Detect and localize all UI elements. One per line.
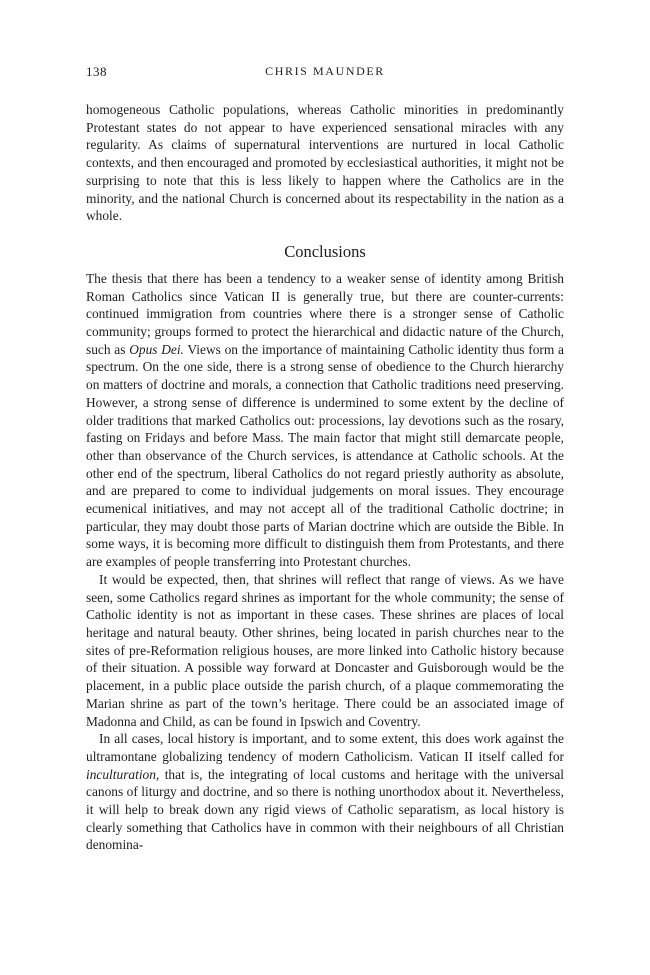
page-number: 138 bbox=[86, 64, 107, 79]
paragraph-4 bbox=[86, 730, 564, 854]
body-text bbox=[86, 101, 564, 854]
paragraph-3: It would be expected, then, that shrines will reflect that range of views. As we have seen, some Catholics regard shrines as important for the whole community; the sense of Catholic identity is not as important in these cases. These shrines are places of local heritage and natural beauty. Other shrines, being located in parish churches near to the sites of pre-Reformation religious houses, are more linked into Catholic history because of their situation. A possible way forward at Doncaster and Guisborough would be the placement, in a public place outside the parish church, of a plaque commemorating the Marian shrine as part of the town’s heritage. There could be an associated image of Madonna and Child, as can be found in Ipswich and Coventry. bbox=[86, 571, 564, 729]
paragraph-2 bbox=[86, 270, 564, 571]
paragraph-4-text-b: that is, the integrating of local customs and heritage with the universal canons of liturgy and doctrine, and so there is nothing unorthodox about it. Nevertheless, it will help to break down any rigid views of Catholic separatism, as local history is clearly something that Catholics have in common with their neighbours of all Christian denomina- bbox=[86, 766, 564, 853]
paragraph-2-italic: Opus Dei. bbox=[129, 341, 184, 357]
running-head: CHRIS MAUNDER bbox=[265, 64, 385, 78]
paragraph-2-text-a: The thesis that there has been a tendency to a weaker sense of identity among British Roman Catholics since Vatican II is generally true, but there are counter-currents: continued immigration from countries where there is a stronger sense of Catholic community; groups formed to protect the hierarchical and didactic nature of the Church, such as bbox=[86, 270, 564, 357]
paragraph-4-text-a: In all cases, local history is important, and to some extent, this does work against the ultramontane globalizing tendency of modern Catholicism. Vatican II itself called for bbox=[86, 731, 564, 764]
paragraph-2-text-b: Views on the importance of maintaining Catholic identity thus form a spectrum. On the one side, there is a strong sense of obedience to the Church hierarchy on matters of doctrine and morals, a connection that Catholic traditions need preserving. However, a strong sense of difference is undermined to some extent by the decline of older traditions that marked Catholics out: processions, lay devotions such as the rosary, fasting on Fridays and before Mass. The main factor that might still demarcate people, other than observance of the Church services, is attendance at Catholic schools. At the other end of the spectrum, liberal Catholics do not regard priestly authority as absolute, and are prepared to come to individual judgements on moral issues. They encourage ecumenical initiatives, and may not accept all of the traditional Catholic doctrine; in particular, they may doubt those parts of Marian doctrine which are outside the Bible. In some ways, it is becoming more difficult to distinguish them from Protestants, and there are examples of people transferring into Protestant churches. bbox=[86, 341, 564, 570]
paragraph-1: homogeneous Catholic populations, whereas Catholic minorities in predominantly Protestant states do not appear to have experienced sensational miracles with any regularity. As claims of supernatural interventions are nurtured in local Catholic contexts, and then encouraged and promoted by ecclesiastical authorities, it might not be surprising to note that this is less likely to happen where the Catholics are in the minority, and the national Church is concerned about its respectability in the nation as a whole. bbox=[86, 102, 564, 224]
paragraph-4-italic: inculturation, bbox=[86, 766, 160, 782]
section-heading: Conclusions bbox=[284, 241, 366, 261]
page-header bbox=[86, 64, 564, 84]
